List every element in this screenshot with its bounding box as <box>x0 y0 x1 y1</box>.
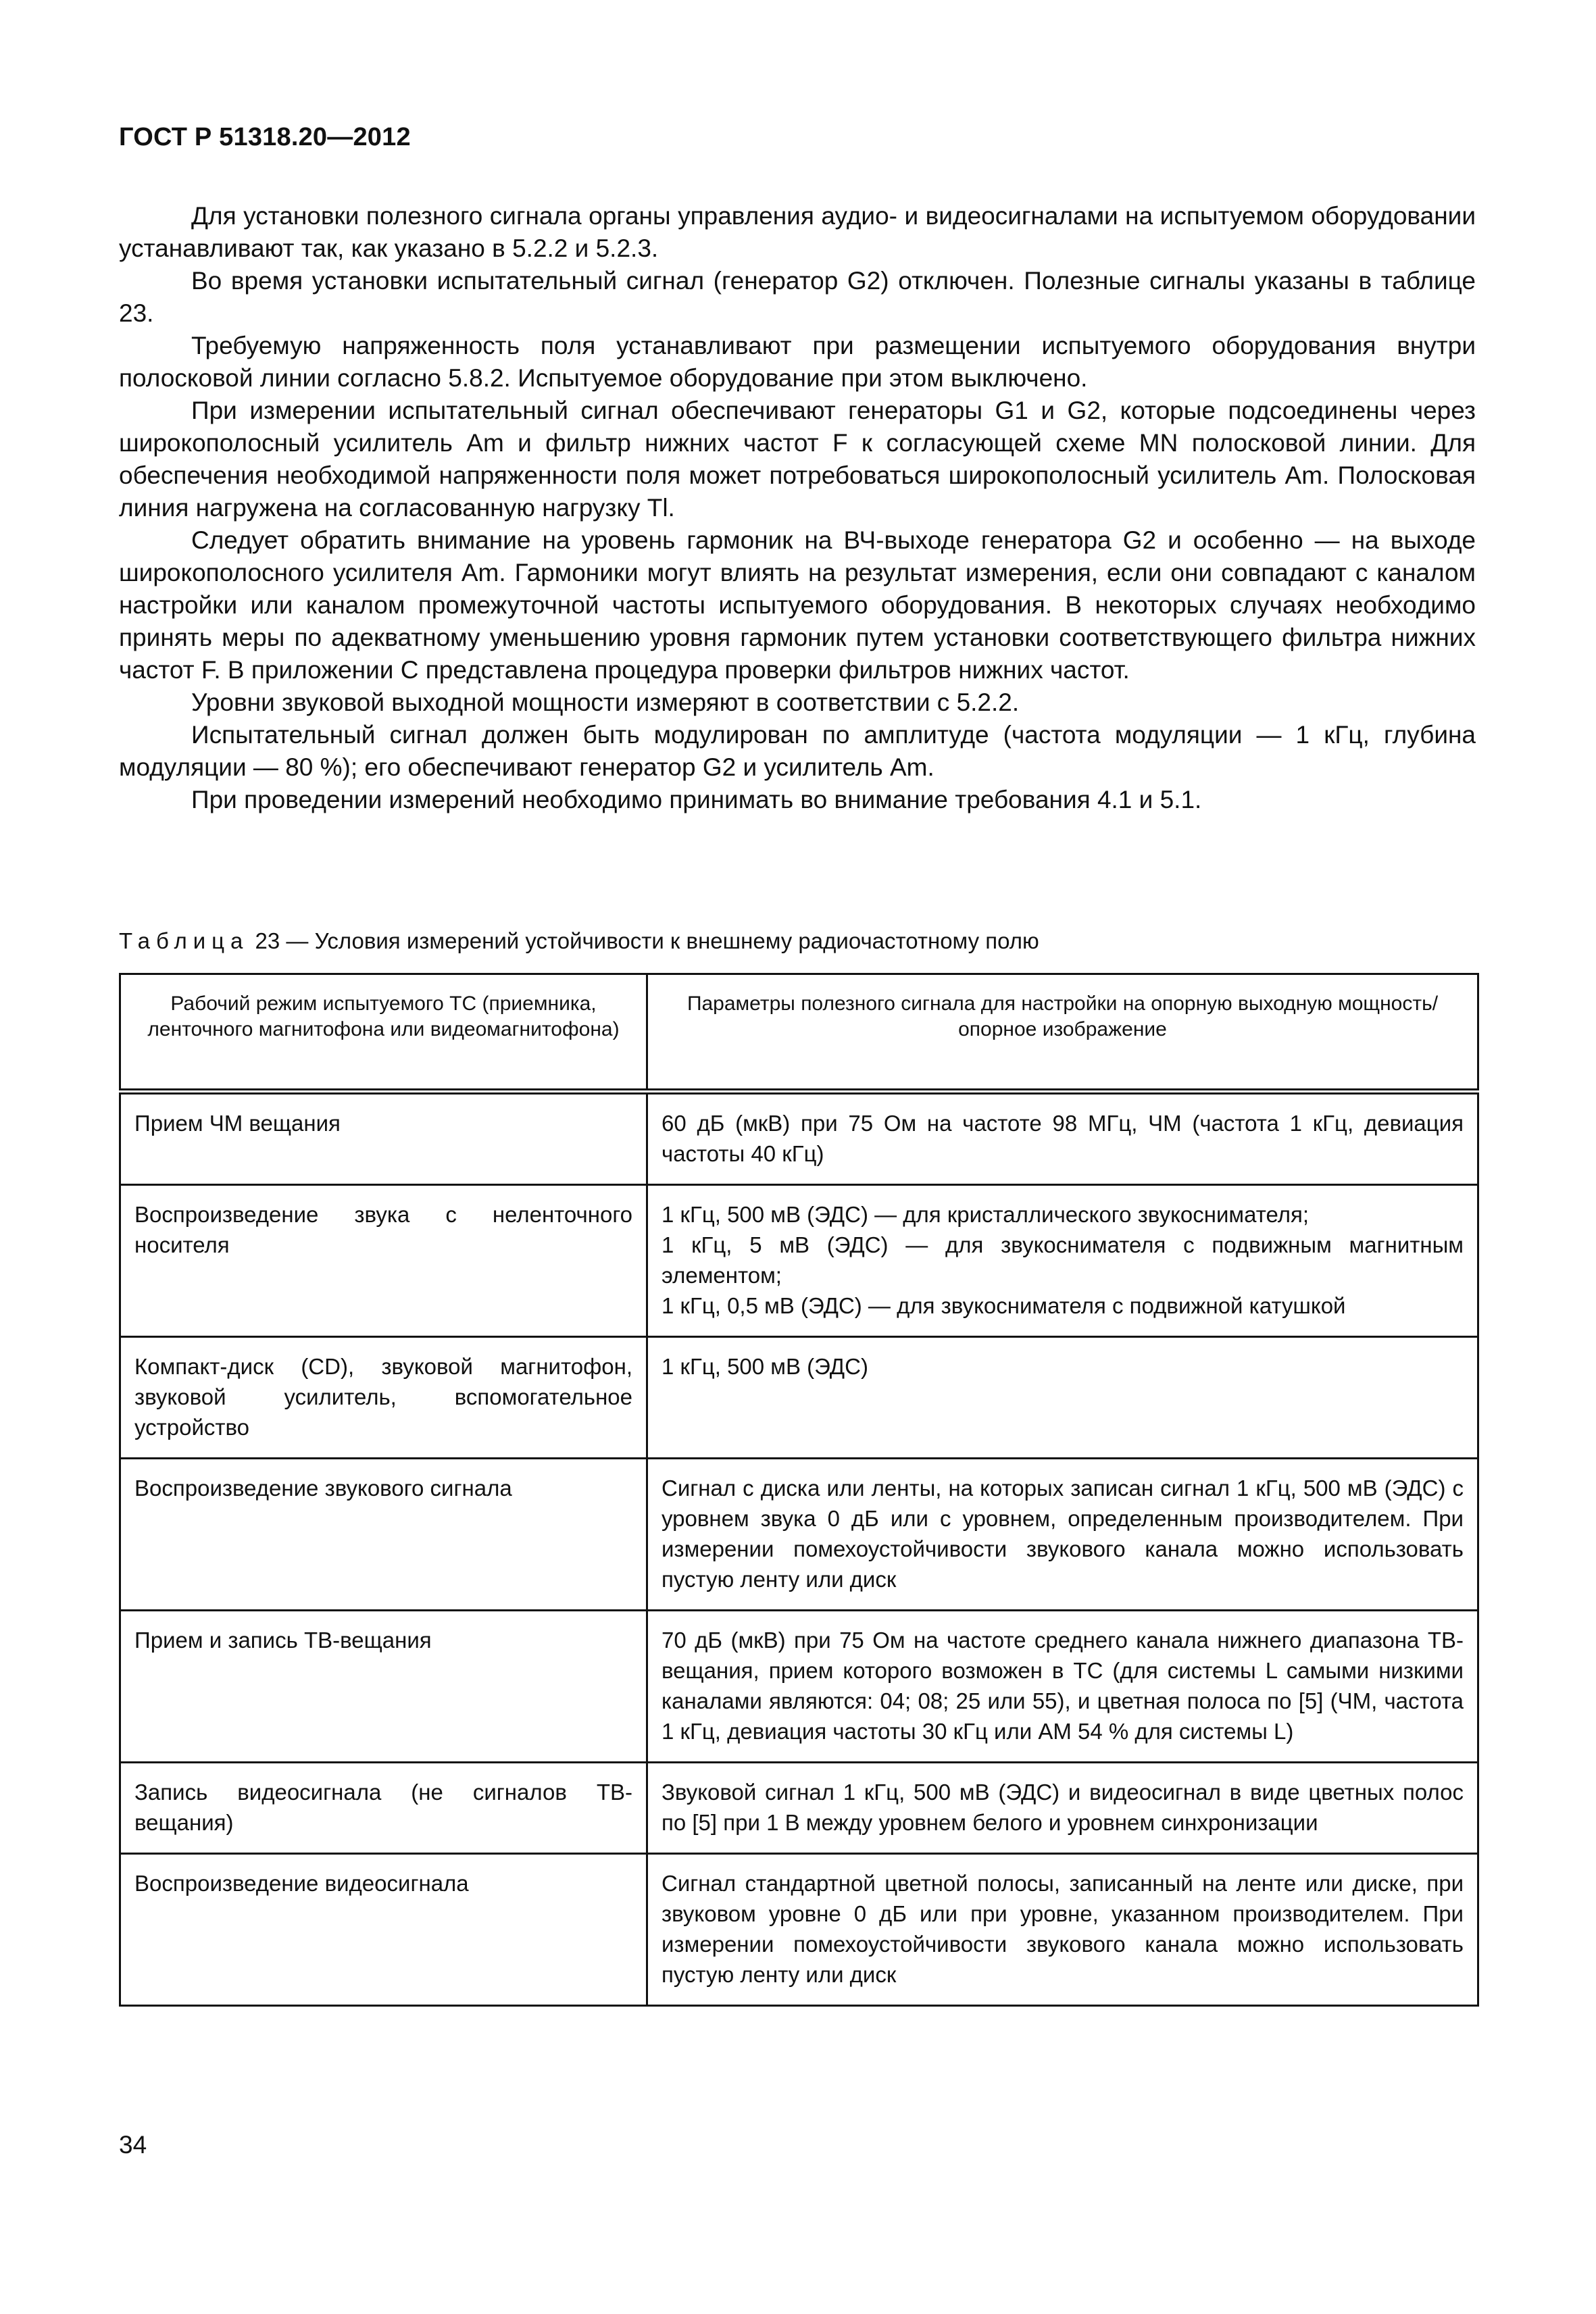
cell-params <box>647 1092 1478 1185</box>
header-signal-parameters: Параметры полезного сигнала для настройки на опорную выходную мощность/опорное изображение <box>647 974 1478 1092</box>
page-number: 34 <box>119 2131 147 2159</box>
conditions-table <box>119 973 1479 2007</box>
cell-mode: Запись видеосигнала (не сигналов ТВ-вещания) <box>120 1763 647 1854</box>
cell-params <box>647 1185 1478 1337</box>
cell-params <box>647 1459 1478 1611</box>
cell-mode: Воспроизведение видеосигнала <box>120 1854 647 2006</box>
paragraph: Требуемую напряженность поля устанавливают при размещении испытуемого оборудования внутри полосковой линии согласно 5.8.2. Испытуемое оборудование при этом выключено. <box>119 332 1476 392</box>
table-header-row <box>120 974 1478 1092</box>
param-line: 1 кГц, 0,5 мВ (ЭДС) — для звукоснимателя с подвижной катушкой <box>662 1293 1346 1318</box>
cell-mode: Компакт-диск (CD), звуковой магнитофон, звуковой усилитель, вспомогательное устройство <box>120 1337 647 1459</box>
paragraph: Для установки полезного сигнала органы управления аудио- и видеосигналами на испытуемом оборудовании устанавливают так, как указано в 5.2.2 и 5.2.3. <box>119 202 1476 262</box>
cell-params <box>647 1763 1478 1854</box>
table-row <box>120 1092 1478 1185</box>
cell-mode: Воспроизведение звукового сигнала <box>120 1459 647 1611</box>
paragraph: Следует обратить внимание на уровень гармоник на ВЧ-выходе генератора G2 и особенно — на выходе широкополосного усилителя Am. Гармоники могут влиять на результат измерения, если они совпадают с каналом настройки или каналом промежуточной частоты испытуемого оборудования. В некоторых случаях необходимо принять меры по адекватному уменьшению уровня гармоник путем установки соответствующего фильтра нижних частот F. В приложении С представлена процедура проверки фильтров нижних частот. <box>119 526 1476 684</box>
table-caption-text: 23 — Условия измерений устойчивости к внешнему радиочастотному полю <box>249 928 1039 953</box>
param-line: Звуковой сигнал 1 кГц, 500 мВ (ЭДС) и видеосигнал в виде цветных полос по [5] при 1 В между уровнем белого и уровнем синхронизации <box>662 1780 1464 1835</box>
cell-params <box>647 1337 1478 1459</box>
param-line: 60 дБ (мкВ) при 75 Ом на частоте 98 МГц, ЧМ (частота 1 кГц, девиация частоты 40 кГц) <box>662 1111 1464 1166</box>
table-row <box>120 1185 1478 1337</box>
paragraph: Уровни звуковой выходной мощности измеряют в соответствии с 5.2.2. <box>191 688 1020 716</box>
table-row <box>120 1763 1478 1854</box>
cell-mode: Прием и запись ТВ-вещания <box>120 1611 647 1763</box>
paragraph: Во время установки испытательный сигнал (генератор G2) отключен. Полезные сигналы указаны в таблице 23. <box>119 267 1476 327</box>
table-caption-label: Таблица <box>119 928 249 953</box>
cell-mode: Воспроизведение звука с неленточного носителя <box>120 1185 647 1337</box>
paragraph: При проведении измерений необходимо принимать во внимание требования 4.1 и 5.1. <box>191 786 1202 813</box>
cell-params <box>647 1854 1478 2006</box>
param-line: 1 кГц, 500 мВ (ЭДС) <box>662 1354 868 1379</box>
param-line: 70 дБ (мкВ) при 75 Ом на частоте среднего канала нижнего диапазона ТВ-вещания, прием которого возможен в ТС (для системы L самыми низкими каналами являются: 04; 08; 25 или 55), и цветная полоса по [5] (ЧМ, частота 1 кГц, девиация частоты 30 кГц или АМ 54 % для системы L) <box>662 1628 1464 1744</box>
param-line: Сигнал стандартной цветной полосы, записанный на ленте или диске, при звуковом уровне 0 дБ или при уровне, указанном производителем. При измерении помехоустойчивости звукового канала можно использовать пустую ленту или диск <box>662 1871 1464 1987</box>
table-row <box>120 1459 1478 1611</box>
cell-params <box>647 1611 1478 1763</box>
table-row <box>120 1854 1478 2006</box>
param-line: 1 кГц, 5 мВ (ЭДС) — для звукоснимателя с подвижным магнитным элементом; <box>662 1232 1464 1288</box>
paragraph: При измерении испытательный сигнал обеспечивают генераторы G1 и G2, которые подсоединены через широкополосный усилитель Am и фильтр нижних частот F к согласующей схеме MN полосковой линии. Для обеспечения необходимой напряженности поля может потребоваться широкополосный усилитель Am. Полосковая линия нагружена на согласованную нагрузку Tl. <box>119 397 1476 522</box>
table-row <box>120 1337 1478 1459</box>
document-id-header: ГОСТ Р 51318.20—2012 <box>119 123 411 151</box>
table-caption <box>119 927 1476 955</box>
paragraph: Испытательный сигнал должен быть модулирован по амплитуде (частота модуляции — 1 кГц, глубина модуляции — 80 %); его обеспечивают генератор G2 и усилитель Am. <box>119 721 1476 781</box>
param-line: Сигнал с диска или ленты, на которых записан сигнал 1 кГц, 500 мВ (ЭДС) с уровнем звука 0 дБ или с уровнем, определенным производителем. При измерении помехоустойчивости звукового канала можно использовать пустую ленту или диск <box>662 1476 1464 1592</box>
body-text <box>119 200 1476 816</box>
cell-mode: Прием ЧМ вещания <box>120 1092 647 1185</box>
param-line: 1 кГц, 500 мВ (ЭДС) — для кристаллического звукоснимателя; <box>662 1202 1309 1227</box>
header-operating-mode: Рабочий режим испытуемого ТС (приемника, ленточного магнитофона или видеомагнитофона) <box>120 974 647 1092</box>
table-row <box>120 1611 1478 1763</box>
